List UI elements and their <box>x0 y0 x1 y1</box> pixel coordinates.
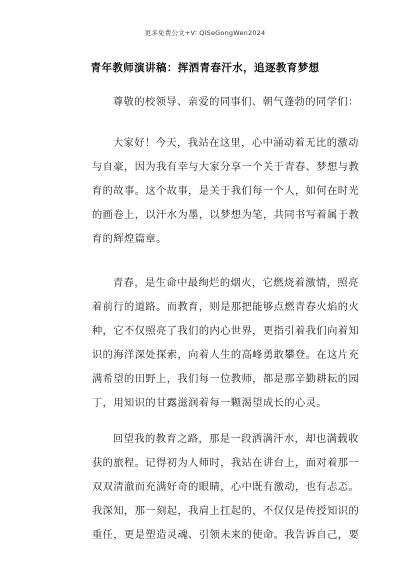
paragraph-3 <box>92 428 364 548</box>
paragraph-line: 大家好！今天，我站在这里，心中涌动着无比的激动 <box>113 138 359 149</box>
paragraph-line: 满希望的田野上，我们每一位教师，都是那辛勤耕耘的园 <box>92 374 360 385</box>
watermark-text: 更多免费公文+V∶ QiSeGongWen2024 <box>144 29 266 37</box>
paragraph-line: 种，它不仅照亮了我们的内心世界，更指引着我们向着知 <box>92 326 360 337</box>
paragraph-2 <box>92 272 364 416</box>
paragraph-line: 双双清澈而充满好奇的眼睛，心中既有激动，也有忐忑。 <box>92 482 360 493</box>
salutation <box>92 91 364 115</box>
paragraph-line: 获的旅程。记得初为人师时，我站在讲台上，面对着那一 <box>92 458 360 469</box>
paragraph-line: 的画卷上，以汗水为墨，以梦想为笔，共同书写着属于教 <box>92 210 360 221</box>
paragraph-line: 我深知，那一刻起，我肩上扛起的，不仅仅是传授知识的 <box>92 506 360 517</box>
paragraph-line: 丁，用知识的甘露滋润着每一颗渴望成长的心灵。 <box>92 398 328 409</box>
document-title: 青年教师演讲稿：挥洒青春汗水，追逐教育梦想 <box>90 62 320 74</box>
paragraph-1 <box>92 132 364 252</box>
paragraph-line: 重任，更是塑造灵魂、引领未来的使命。我告诉自己，要 <box>92 530 360 541</box>
paragraph-line: 回望我的教育之路，那是一段洒满汗水，却也满载收 <box>113 434 359 445</box>
paragraph-line: 育的故事。这个故事，是关于我们每一个人，如何在时光 <box>92 186 360 197</box>
paragraph-line: 着前行的道路。而教育，则是那把能够点燃青春火焰的火 <box>92 302 360 313</box>
paragraph-line: 与自豪，因为我有幸与大家分享一个关于青春、梦想与教 <box>92 162 360 173</box>
salutation-line: 尊敬的校领导、亲爱的同事们、朝气蓬勃的同学们： <box>113 97 359 108</box>
paragraph-line: 青春，是生命中最绚烂的烟火，它燃烧着激情，照亮 <box>113 278 359 289</box>
paragraph-line: 识的海洋深处探索，向着人生的高峰勇敢攀登。在这片充 <box>92 350 360 361</box>
paragraph-line: 育的辉煌篇章。 <box>92 234 167 245</box>
